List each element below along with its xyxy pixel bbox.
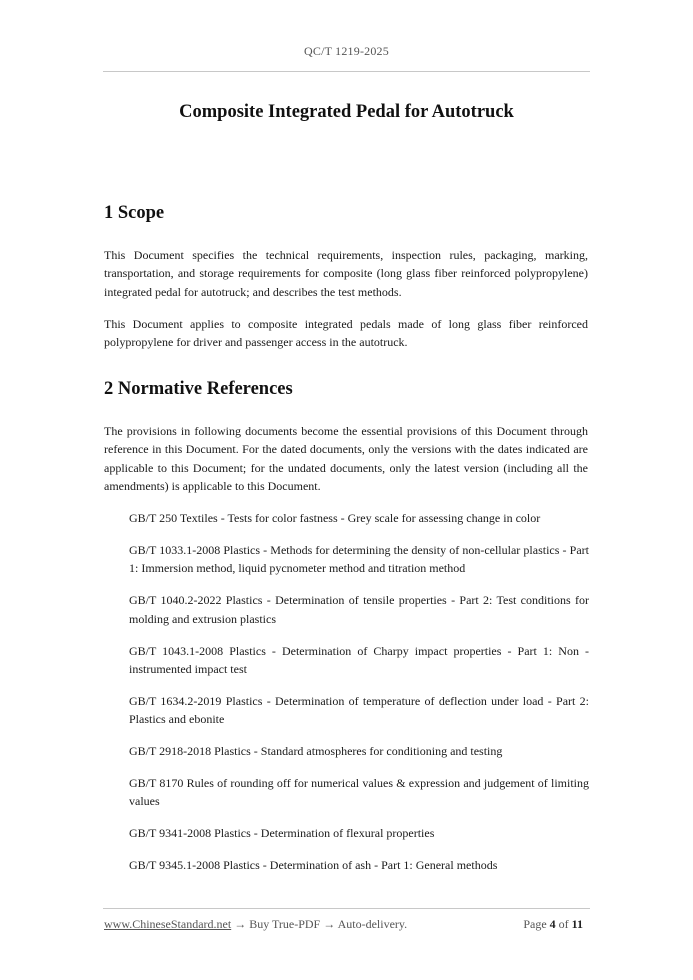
page-current: 4 (549, 917, 556, 931)
reference-list (129, 509, 589, 888)
normative-references-intro: The provisions in following documents become the essential provisions of this Document through reference in this Document. For the dated documents, only the versions with the dates indicated are applicable to this Document; for the undated documents, only the latest version (including all the amendments) is applicable to this Document. (104, 424, 588, 493)
reference-item: GB/T 1634.2-2019 Plastics - Determination of temperature of deflection under load - Part 2: Plastics and ebonite (129, 693, 589, 727)
section-heading-scope: 1 Scope (104, 203, 165, 223)
reference-item: GB/T 250 Textiles - Tests for color fastness - Grey scale for assessing change in color (129, 511, 541, 525)
header-divider (103, 71, 590, 72)
page-label: Page (523, 917, 547, 931)
arrow-right-icon: → (234, 917, 247, 931)
arrow-right-icon: → (323, 917, 336, 931)
reference-item: GB/T 1033.1-2008 Plastics - Methods for determining the density of non-cellular plastics - Part 1: Immersion method, liquid pycnometer method and titration method (129, 542, 589, 576)
document-title: Composite Integrated Pedal for Autotruck (179, 102, 514, 122)
auto-delivery-text: Auto-delivery. (337, 917, 408, 931)
reference-item: GB/T 9341-2008 Plastics - Determination of flexural properties (129, 826, 435, 841)
scope-paragraph-1: This Document specifies the technical requirements, inspection rules, packaging, marking, transportation, and storage requirements for composite (long glass fiber reinforced polypropylene) integrated pedal for autotruck; and describes the test methods. (104, 248, 588, 299)
reference-item: GB/T 8170 Rules of rounding off for numerical values & expression and judgement of limiting values (129, 776, 589, 809)
standard-code-header: QC/T 1219-2025 (304, 44, 389, 58)
scope-paragraph-2: This Document applies to composite integrated pedals made of long glass fiber reinforced polypropylene for driver and passenger access in the autotruck. (104, 317, 588, 350)
page-total: 11 (571, 917, 583, 931)
section-heading-normative-references: 2 Normative References (104, 379, 293, 399)
page-of-label: of (558, 917, 569, 931)
footer-links (104, 917, 407, 932)
reference-item: GB/T 1040.2-2022 Plastics - Determination of tensile properties - Part 2: Test conditions for molding and extrusion plastics (129, 593, 589, 626)
footer-divider (103, 908, 590, 909)
reference-item: GB/T 9345.1-2008 Plastics - Determination of ash - Part 1: General methods (129, 858, 498, 873)
site-link[interactable]: www.ChineseStandard.net (104, 917, 232, 931)
buy-true-pdf-text: Buy True-PDF (249, 917, 321, 931)
page-indicator (523, 917, 583, 932)
reference-item: GB/T 1043.1-2008 Plastics - Determination of Charpy impact properties - Part 1: Non - instrumented impact test (129, 643, 589, 676)
reference-item: GB/T 2918-2018 Plastics - Standard atmospheres for conditioning and testing (129, 744, 503, 759)
